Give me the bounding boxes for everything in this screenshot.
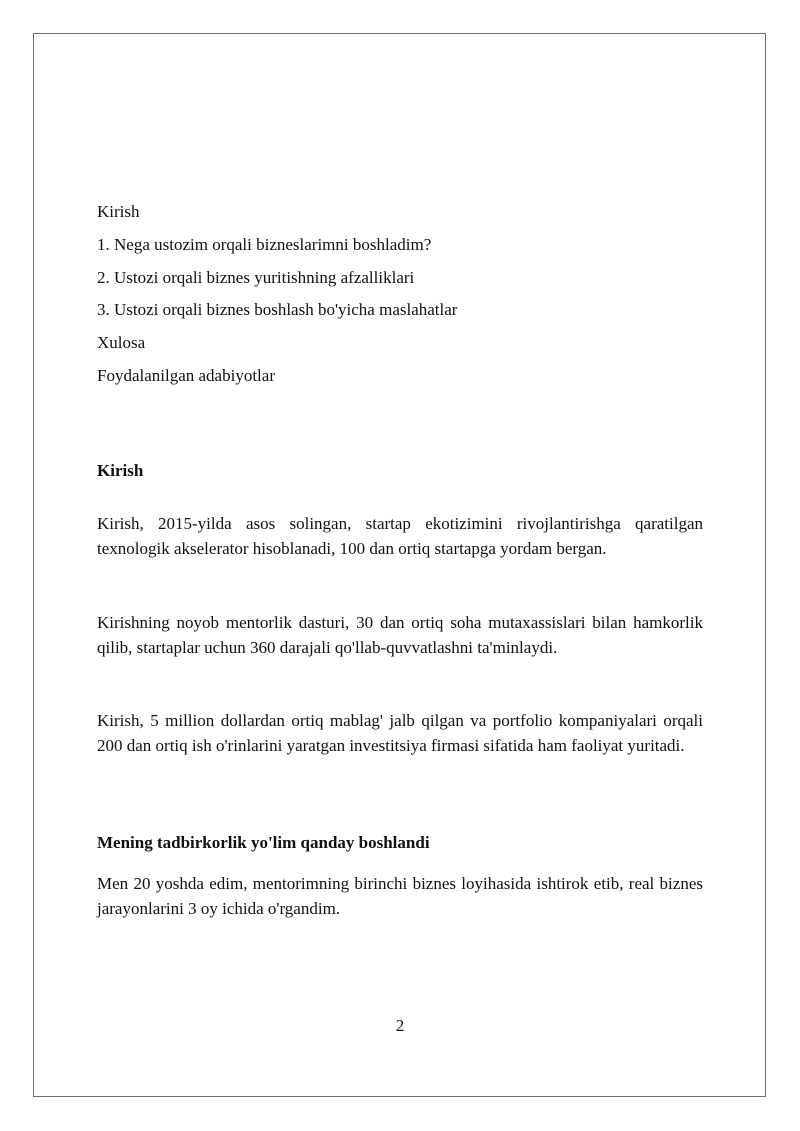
page-number: 2 [395, 1016, 405, 1035]
toc-item-1: 1. Nega ustozim orqali bizneslarimni boshladim? [97, 235, 432, 254]
toc-item-3: 3. Ustozi orqali biznes boshlash bo'yicha maslahatlar [97, 300, 458, 319]
section-heading-journey: Mening tadbirkorlik yo'lim qanday boshlandi [97, 833, 430, 852]
paragraph-accelerator: Kirish, 2015-yilda asos solingan, startap ekotizimini rivojlantirishga qaratilgan texnologik akselerator hisoblanadi, 100 dan ortiq startapga yordam bergan. [97, 514, 703, 558]
toc-item-2: 2. Ustozi orqali biznes yuritishning afzalliklari [97, 268, 415, 287]
page-border [33, 33, 766, 1097]
toc-item-introduction: Kirish [97, 202, 140, 221]
paragraph-mentorship: Kirishning noyob mentorlik dasturi, 30 dan ortiq soha mutaxassislari bilan hamkorlik qilib, startaplar uchun 360 darajali qo'llab-quvvatlashni ta'minlaydi. [97, 613, 703, 657]
toc-item-references: Foydalanilgan adabiyotlar [97, 366, 275, 385]
paragraph-investment: Kirish, 5 million dollardan ortiq mablag' jalb qilgan va portfolio kompaniyalari orqali 200 dan ortiq ish o'rinlarini yaratgan investitsiya firmasi sifatida ham faoliyat yuritadi. [97, 711, 703, 755]
paragraph-journey: Men 20 yoshda edim, mentorimning birinchi biznes loyihasida ishtirok etib, real biznes jarayonlarini 3 oy ichida o'rgandim. [97, 874, 703, 918]
toc-item-conclusion: Xulosa [97, 333, 146, 352]
section-heading-introduction: Kirish [97, 461, 144, 480]
